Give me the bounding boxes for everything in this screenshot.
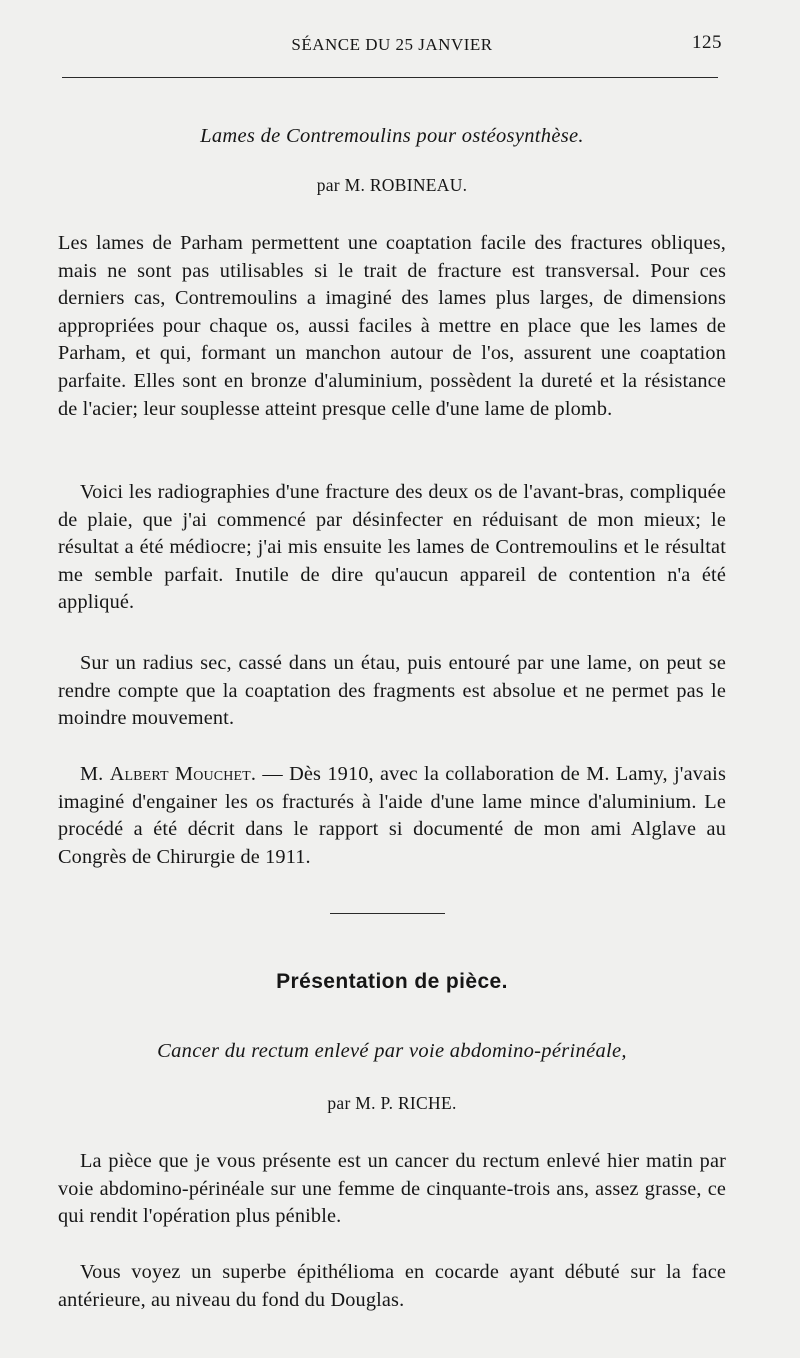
running-header — [62, 32, 722, 60]
section-article-byline: par M. P. RICHE. — [327, 1093, 457, 1113]
section-divider — [330, 913, 445, 914]
section-paragraph-1: La pièce que je vous présente est un cancer du rectum enlevé hier matin par voie abdomino-périnéale sur une femme de cinquante-trois ans, assez grasse, ce qui rendit l'opération plus pénible. — [58, 1150, 726, 1228]
article-byline: par M. ROBINEAU. — [316, 175, 468, 195]
page-number: 125 — [692, 32, 722, 53]
comment-speaker-name: Albert Mouchet — [109, 763, 251, 785]
header-rule — [62, 77, 718, 78]
section-paragraph-2: Vous voyez un superbe épithélioma en cocarde ayant débuté sur la face antérieure, au niveau du fond du Douglas. — [58, 1261, 726, 1311]
article-title: Lames de Contremoulins pour ostéosynthèse. — [200, 125, 584, 147]
running-title: SÉANCE DU 25 JANVIER — [291, 35, 493, 54]
comment-text: . — Dès 1910, avec la collaboration de M. Lamy, j'avais imaginé d'engainer les os fracturés à l'aide d'une lame mince d'aluminium. Le procédé a été décrit dans le rapport si documenté de mon ami Alglave au Congrès de Chirurgie de 1911. — [58, 763, 727, 868]
article-paragraph-1: Les lames de Parham permettent une coaptation facile des fractures obliques, mais ne sont pas utilisables si le trait de fracture est transversal. Pour ces derniers cas, Contremoulins a imaginé des lames plus larges, de dimensions appropriées pour chaque os, aussi faciles à mettre en place que les lames de Parham, et qui, formant un manchon autour de l'os, assurent une coaptation parfaite. Elles sont en bronze d'aluminium, possèdent la dureté et la résistance de l'acier; leur souplesse atteint presque celle d'une lame de plomb. — [58, 232, 726, 420]
article-paragraph-3: Sur un radius sec, cassé dans un étau, puis entouré par une lame, on peut se rendre compte que la coaptation des fragments est absolue et ne permet pas le moindre mouvement. — [58, 652, 726, 730]
comment-speaker-prefix: M. — [80, 763, 110, 785]
comment-paragraph — [58, 761, 726, 871]
section-heading: Présentation de pièce. — [276, 970, 508, 993]
article-paragraph-2: Voici les radiographies d'une fracture des deux os de l'avant-bras, compliquée de plaie, que j'ai commencé par désinfecter en réduisant de mon mieux; le résultat a été médiocre; j'ai mis ensuite les lames de Contremoulins et le résultat me semble parfait. Inutile de dire qu'aucun appareil de contention n'a été appliqué. — [58, 481, 726, 614]
section-article-title: Cancer du rectum enlevé par voie abdomino-périnéale, — [157, 1040, 627, 1062]
